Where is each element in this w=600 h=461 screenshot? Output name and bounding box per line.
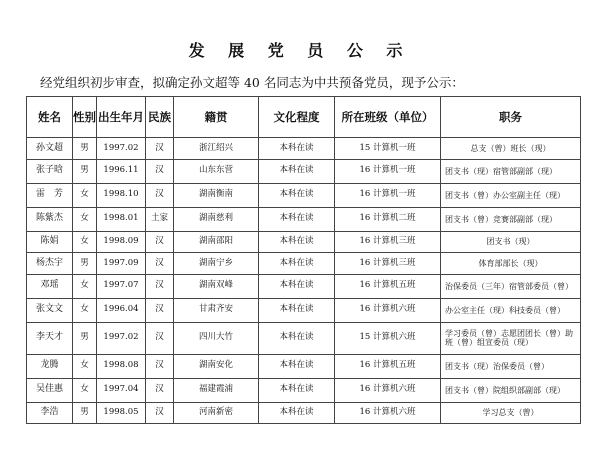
intro-text: 经党组织初步审查，拟确定孙文超等 40 名同志为中共预备党员，现予公示： [40,75,464,90]
table-row [27,159,581,183]
cell-ethnic: 汉 [146,159,174,183]
cell-gender: 女 [73,274,97,298]
cell-native-place: 湖南安化 [174,354,259,378]
cell-native-place: 甘肃齐安 [174,298,259,322]
cell-job: 团支书（曾）院组织部副部（现） [441,378,581,402]
cell-name: 陈紫杰 [27,207,73,231]
table-header-row [27,97,581,138]
header-name: 姓名 [27,97,73,138]
cell-gender: 男 [73,322,97,354]
table-row [27,138,581,160]
table-row [27,183,581,207]
cell-gender: 女 [73,183,97,207]
cell-name: 张子晗 [27,159,73,183]
cell-education: 本科在读 [259,183,335,207]
cell-gender: 女 [73,231,97,253]
cell-education: 本科在读 [259,378,335,402]
cell-job: 办公室主任（现）科技委员（曾） [441,298,581,322]
cell-birth: 1996.11 [97,159,146,183]
cell-class: 16 计算机一班 [335,159,441,183]
cell-birth: 1997.09 [97,253,146,275]
cell-education: 本科在读 [259,322,335,354]
cell-education: 本科在读 [259,354,335,378]
cell-gender: 男 [73,159,97,183]
cell-education: 本科在读 [259,298,335,322]
cell-class: 16 计算机六班 [335,298,441,322]
cell-gender: 女 [73,354,97,378]
table-row [27,298,581,322]
cell-class: 16 计算机三班 [335,253,441,275]
cell-job: 治保委员（三年）宿管部委员（曾） [441,274,581,298]
cell-name: 龙腾 [27,354,73,378]
cell-native-place: 湖南宁乡 [174,253,259,275]
page-title: 发 展 党 员 公 示 [188,41,412,60]
cell-name: 李天才 [27,322,73,354]
cell-gender: 女 [73,207,97,231]
cell-ethnic: 汉 [146,183,174,207]
cell-class: 16 计算机一班 [335,183,441,207]
cell-birth: 1996.04 [97,298,146,322]
cell-birth: 1998.05 [97,402,146,424]
cell-class: 15 计算机一班 [335,138,441,160]
header-class: 所在班级（单位） [335,97,441,138]
header-education: 文化程度 [259,97,335,138]
header-birth: 出生年月 [97,97,146,138]
table-row [27,231,581,253]
cell-job: 团支书（现） [441,231,581,253]
cell-job: 学习委员（曾）志愿团团长（曾）助班（曾）组宣委员（现） [441,322,581,354]
table-row [27,402,581,424]
cell-job: 团支书（现）宿管部副部（现） [441,159,581,183]
table-row [27,322,581,354]
cell-gender: 男 [73,402,97,424]
cell-education: 本科在读 [259,207,335,231]
cell-name: 邓瑶 [27,274,73,298]
cell-gender: 男 [73,138,97,160]
header-native-place: 籍贯 [174,97,259,138]
cell-job: 体育部部长（现） [441,253,581,275]
cell-job: 团支书（曾）办公室副主任（现） [441,183,581,207]
cell-ethnic: 汉 [146,298,174,322]
header-ethnic: 民族 [146,97,174,138]
cell-name: 孙文超 [27,138,73,160]
cell-native-place: 湖南双峰 [174,274,259,298]
cell-job: 总支（曾）班长（现） [441,138,581,160]
header-gender: 性别 [73,97,97,138]
cell-native-place: 福建霞浦 [174,378,259,402]
cell-native-place: 山东东营 [174,159,259,183]
cell-class: 16 计算机五班 [335,274,441,298]
cell-birth: 1998.01 [97,207,146,231]
table-row [27,378,581,402]
cell-name: 吴佳惠 [27,378,73,402]
cell-birth: 1997.07 [97,274,146,298]
cell-gender: 女 [73,378,97,402]
table-row [27,253,581,275]
cell-job: 团支书（现）治保委员（曾） [441,354,581,378]
cell-native-place: 浙江绍兴 [174,138,259,160]
cell-name: 张文文 [27,298,73,322]
cell-birth: 1998.08 [97,354,146,378]
cell-ethnic: 汉 [146,274,174,298]
header-job: 职务 [441,97,581,138]
cell-native-place: 四川大竹 [174,322,259,354]
cell-ethnic: 汉 [146,231,174,253]
cell-education: 本科在读 [259,159,335,183]
cell-class: 16 计算机三班 [335,231,441,253]
cell-class: 16 计算机六班 [335,402,441,424]
cell-class: 15 计算机六班 [335,322,441,354]
candidate-table [26,96,581,424]
cell-name: 雷 芳 [27,183,73,207]
cell-education: 本科在读 [259,253,335,275]
cell-native-place: 河南新密 [174,402,259,424]
cell-birth: 1997.04 [97,378,146,402]
cell-name: 杨杰宇 [27,253,73,275]
cell-native-place: 湖南衡南 [174,183,259,207]
cell-native-place: 湖南邵阳 [174,231,259,253]
cell-ethnic: 土家 [146,207,174,231]
cell-ethnic: 汉 [146,322,174,354]
cell-name: 李浩 [27,402,73,424]
cell-education: 本科在读 [259,402,335,424]
cell-education: 本科在读 [259,274,335,298]
cell-ethnic: 汉 [146,138,174,160]
cell-birth: 1998.09 [97,231,146,253]
table-row [27,354,581,378]
cell-ethnic: 汉 [146,402,174,424]
cell-birth: 1997.02 [97,322,146,354]
cell-birth: 1998.10 [97,183,146,207]
table-row [27,207,581,231]
cell-ethnic: 汉 [146,378,174,402]
cell-class: 16 计算机六班 [335,378,441,402]
table-row [27,274,581,298]
cell-class: 16 计算机五班 [335,354,441,378]
cell-name: 陈娟 [27,231,73,253]
cell-education: 本科在读 [259,138,335,160]
cell-job: 学习总支（曾） [441,402,581,424]
cell-native-place: 湖南慈利 [174,207,259,231]
cell-ethnic: 汉 [146,253,174,275]
cell-gender: 女 [73,298,97,322]
cell-class: 16 计算机二班 [335,207,441,231]
cell-birth: 1997.02 [97,138,146,160]
cell-gender: 男 [73,253,97,275]
cell-education: 本科在读 [259,231,335,253]
cell-job: 团支书（曾）竞赛部副部（现） [441,207,581,231]
cell-ethnic: 汉 [146,354,174,378]
